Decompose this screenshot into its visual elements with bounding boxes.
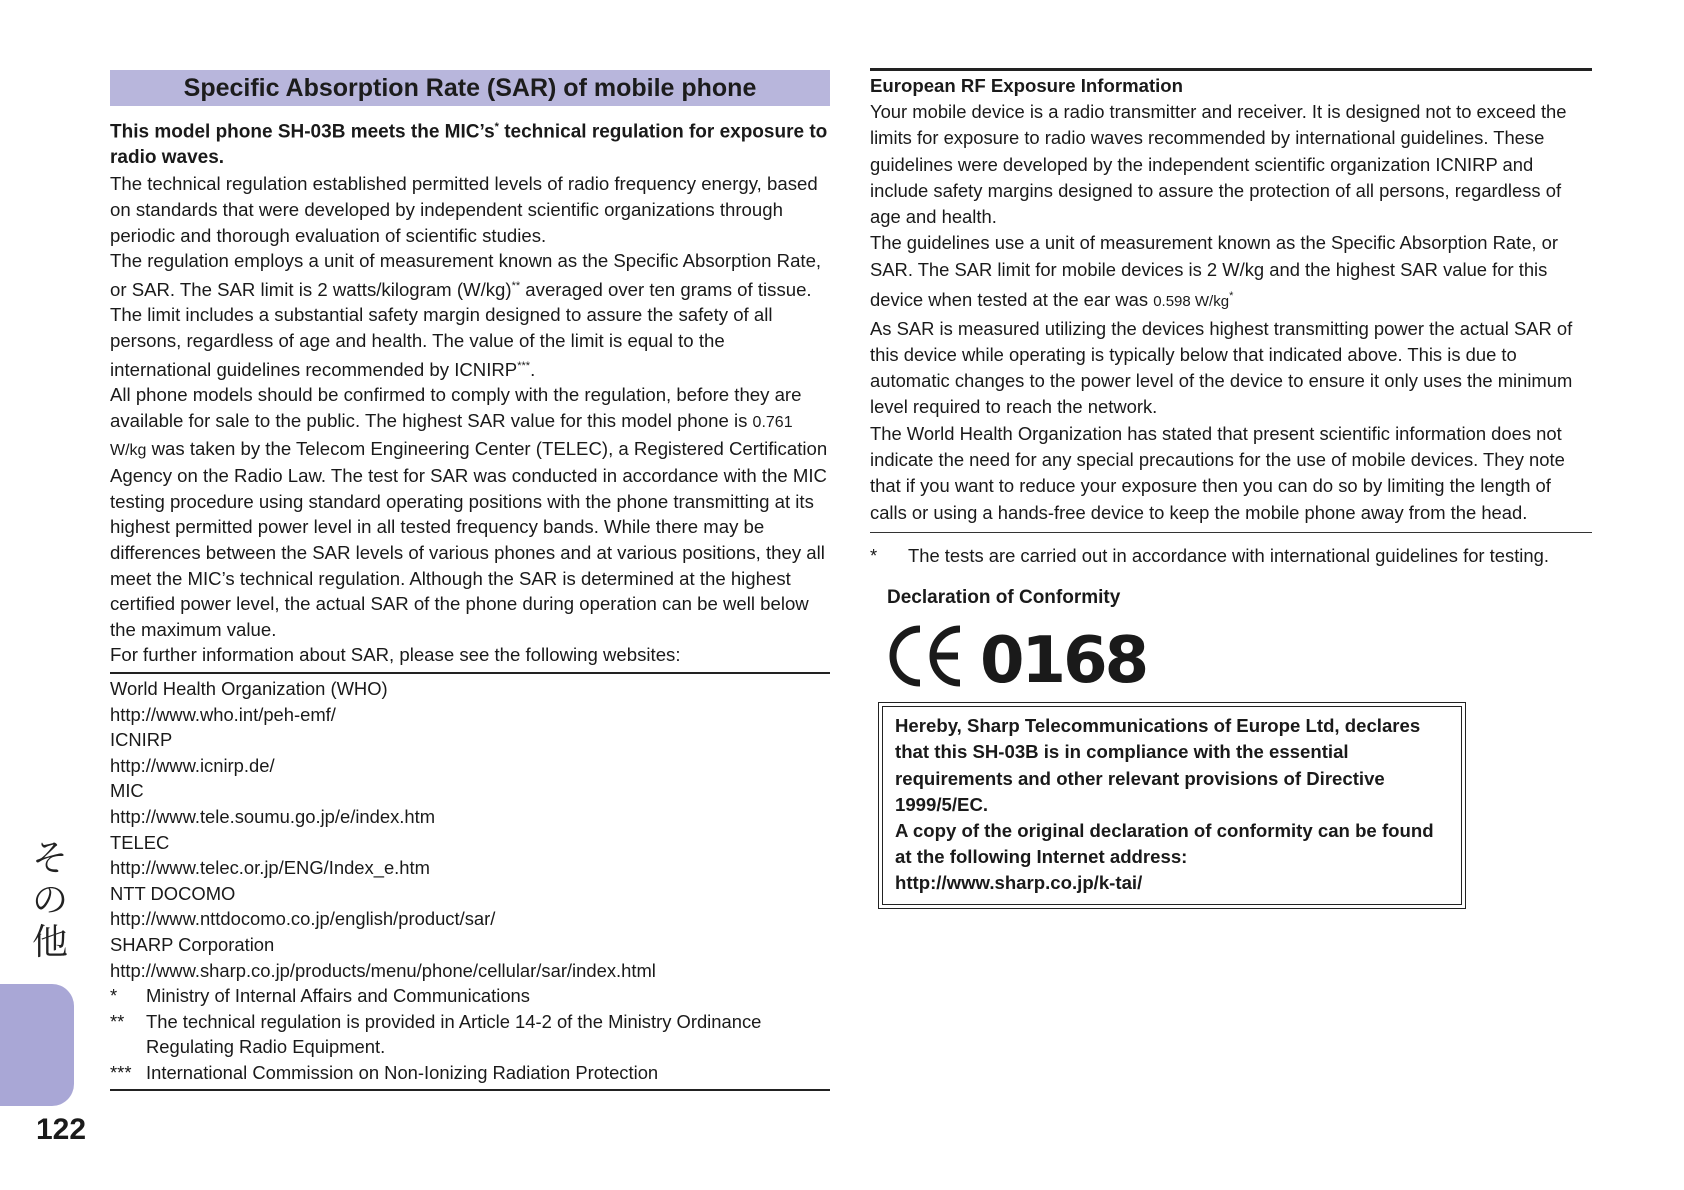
declaration-statement: Hereby, Sharp Telecommunications of Europe Ltd, declares that this SH-03B is in compliance with the essential requirements and other relevant provisions of Directive 1999/5/EC. <box>895 715 1421 815</box>
declaration-copy-note: A copy of the original declaration of conformity can be found at the following Internet address: <box>895 819 1434 868</box>
section-index-tab <box>0 984 74 1106</box>
website-name: ICNIRP <box>110 729 173 751</box>
website-name: SHARP Corporation <box>110 933 275 955</box>
declaration-title: Declaration of Conformity <box>887 587 1121 609</box>
website-list <box>110 676 830 983</box>
sar-test-paragraph: All phone models should be confirmed to comply with the regulation, before they are available for sale to the public. The highest SAR value for this model phone is 0.761 W/kg was taken by the Telecom Engineering Center (TELEC), a Registered Certification Agency on the Radio Law. The test for SAR was conducted in accordance with the MIC testing procedure using standard operating positions with the phone transmitting at its highest permitted power level in all tested frequency bands. While there may be differences between the SAR levels of various phones and at various positions, they all meet the MIC’s technical regulation. Although the SAR is determined at the highest certified power level, the actual SAR of the phone during operation can be well below the maximum value. <box>110 384 828 640</box>
lead-statement: This model phone SH-03B meets the MIC’s* technical regulation for exposure to radio waves. <box>110 121 828 169</box>
website-name: MIC <box>110 780 144 802</box>
left-column <box>110 70 830 1093</box>
footnote: * Ministry of Internal Affairs and Communications <box>110 985 530 1007</box>
website-url[interactable]: http://www.sharp.co.jp/products/menu/phone/cellular/sar/index.html <box>110 959 656 981</box>
website-url[interactable]: http://www.nttdocomo.co.jp/english/product/sar/ <box>110 908 496 930</box>
eu-rf-paragraph: Your mobile device is a radio transmitter and receiver. It is designed not to exceed the limits for exposure to radio waves recommended by international guidelines. These guidelines were developed by the independent scientific organization ICNIRP and include safety margins designed to assure the protection of all persons, regardless of age and health. <box>870 101 1567 228</box>
page-number: 122 <box>36 1113 87 1146</box>
sar-value: 0.598 W/kg <box>1153 293 1230 311</box>
divider <box>110 1089 830 1091</box>
section-index-label: そ の 他 <box>31 838 68 963</box>
footnote: * The tests are carried out in accordance with international guidelines for testing. <box>870 544 1549 566</box>
eu-who-paragraph: The World Health Organization has stated that present scientific information does not indicate the need for any special precautions for the use of mobile devices. They note that if you want to reduce your exposure then you can do so by limiting the length of calls or using a hands-free device to keep the mobile phone away from the head. <box>870 422 1565 523</box>
website-url[interactable]: http://www.tele.soumu.go.jp/e/index.htm <box>110 805 436 827</box>
website-name: TELEC <box>110 831 170 853</box>
website-name: World Health Organization (WHO) <box>110 677 388 699</box>
sar-limit-paragraph: The regulation employs a unit of measurement known as the Specific Absorption Rate, or SAR. The SAR limit is 2 watts/kilogram (W/kg)** averaged over ten grams of tissue. The limit includes a substantial safety margin designed to assure the safety of all persons, regardless of age and health. The value of the limit is equal to the international guidelines recommended by ICNIRP***. <box>110 250 822 380</box>
eu-measure-paragraph: As SAR is measured utilizing the devices highest transmitting power the actual SAR of this device while operating is typically below that indicated above. This is due to automatic changes to the power level of the device to ensure it only uses the minimum level required to reach the network. <box>870 317 1573 418</box>
website-url[interactable]: http://www.telec.or.jp/ENG/Index_e.htm <box>110 857 430 879</box>
declaration-inner <box>882 706 1462 904</box>
website-name: NTT DOCOMO <box>110 882 236 904</box>
ce-number: 0168 <box>980 624 1147 699</box>
footnote: ** The technical regulation is provided in Article 14-2 of the Ministry Ordinance Regulating Radio Equipment. <box>110 1010 762 1058</box>
divider <box>110 672 830 674</box>
section-title: Specific Absorption Rate (SAR) of mobile phone <box>110 70 830 106</box>
eu-sar-paragraph: The guidelines use a unit of measurement known as the Specific Absorption Rate, or SAR. The SAR limit for mobile devices is 2 W/kg and the highest SAR value for this device when tested at the ear was 0.598 W/kg* <box>870 232 1558 311</box>
right-column <box>870 68 1592 909</box>
ce-mark-logo <box>890 619 1147 699</box>
divider <box>870 68 1592 71</box>
divider <box>870 532 1592 533</box>
declaration-box <box>878 702 1466 908</box>
regulation-paragraph: The technical regulation established permitted levels of radio frequency energy, based on standards that were developed by independent scientific organizations through periodic and thorough evaluation of scientific studies. <box>110 173 818 246</box>
sar-value: 0.761 W/kg <box>110 414 793 459</box>
eu-rf-title: European RF Exposure Information <box>870 75 1184 96</box>
website-url[interactable]: http://www.who.int/peh-emf/ <box>110 703 336 725</box>
websites-intro: For further information about SAR, please see the following websites: <box>110 644 681 666</box>
footnote: *** International Commission on Non-Ionizing Radiation Protection <box>110 1061 659 1083</box>
declaration-url[interactable]: http://www.sharp.co.jp/k-tai/ <box>895 872 1143 894</box>
website-url[interactable]: http://www.icnirp.de/ <box>110 754 275 776</box>
